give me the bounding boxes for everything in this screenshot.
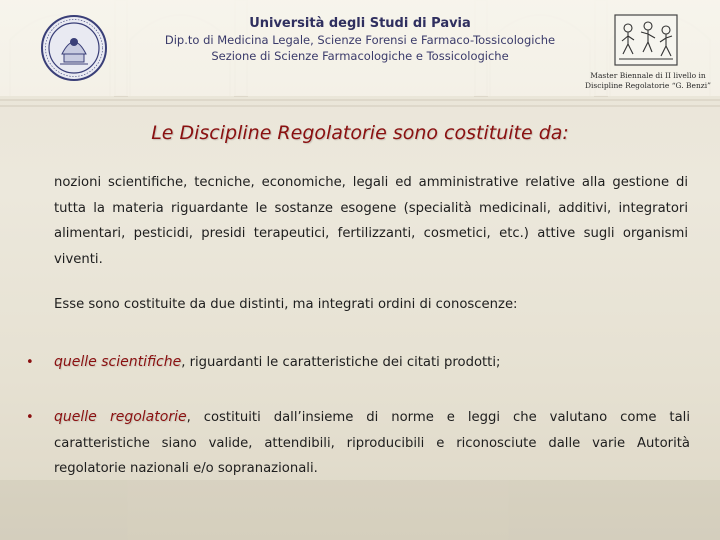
bullet-marker: • <box>26 410 34 425</box>
master-logo-icon <box>614 14 678 66</box>
department-name: Dip.to di Medicina Legale, Scienze Forensi e Farmaco-Tossicologiche <box>164 33 556 47</box>
main-paragraph <box>54 170 688 272</box>
bullet-term: quelle scientifiche <box>54 354 182 370</box>
slide-title: Le Discipline Regolatorie sono costituite da: <box>151 122 569 144</box>
bullet-term: quelle regolatorie <box>54 409 187 425</box>
university-name: Università degli Studi di Pavia <box>249 16 471 31</box>
bullet-text <box>54 350 690 376</box>
master-caption-line1: Master Biennale di II livello in <box>590 71 706 80</box>
bullet-description: , costituiti dall’insieme di norme e leggi che valutano come tali caratteristiche siano valide, attendibili, riproducibili e riconosciute dalle varie Autorità regolatorie nazionali e/o sopranazionali. <box>54 410 690 476</box>
master-caption <box>582 71 714 91</box>
bullet-marker: • <box>26 355 34 370</box>
university-seal-icon <box>40 14 108 82</box>
bullet-item-regolatorie <box>26 405 690 482</box>
intro-line: Esse sono costituite da due distinti, ma integrati ordini di conoscenze: <box>54 297 518 312</box>
bullet-text <box>54 405 690 482</box>
bullet-item-scientifiche <box>26 350 690 376</box>
master-caption-line2: Discipline Regolatorie “G. Benzi” <box>584 81 711 90</box>
bullet-description: , riguardanti le caratteristiche dei citati prodotti; <box>181 355 501 370</box>
header-text <box>130 15 590 64</box>
main-paragraph-text: nozioni scientifiche, tecniche, economiche, legali ed amministrative relative alla gestione di tutta la materia riguardante le sostanze esogene (specialità medicinali, additivi, integratori alimentari, pesticidi, presidi terapeutici, fertilizzanti, cosmetici, etc.) attive sugli organismi viventi. <box>54 175 688 267</box>
section-name: Sezione di Scienze Farmacologiche e Tossicologiche <box>211 49 509 63</box>
